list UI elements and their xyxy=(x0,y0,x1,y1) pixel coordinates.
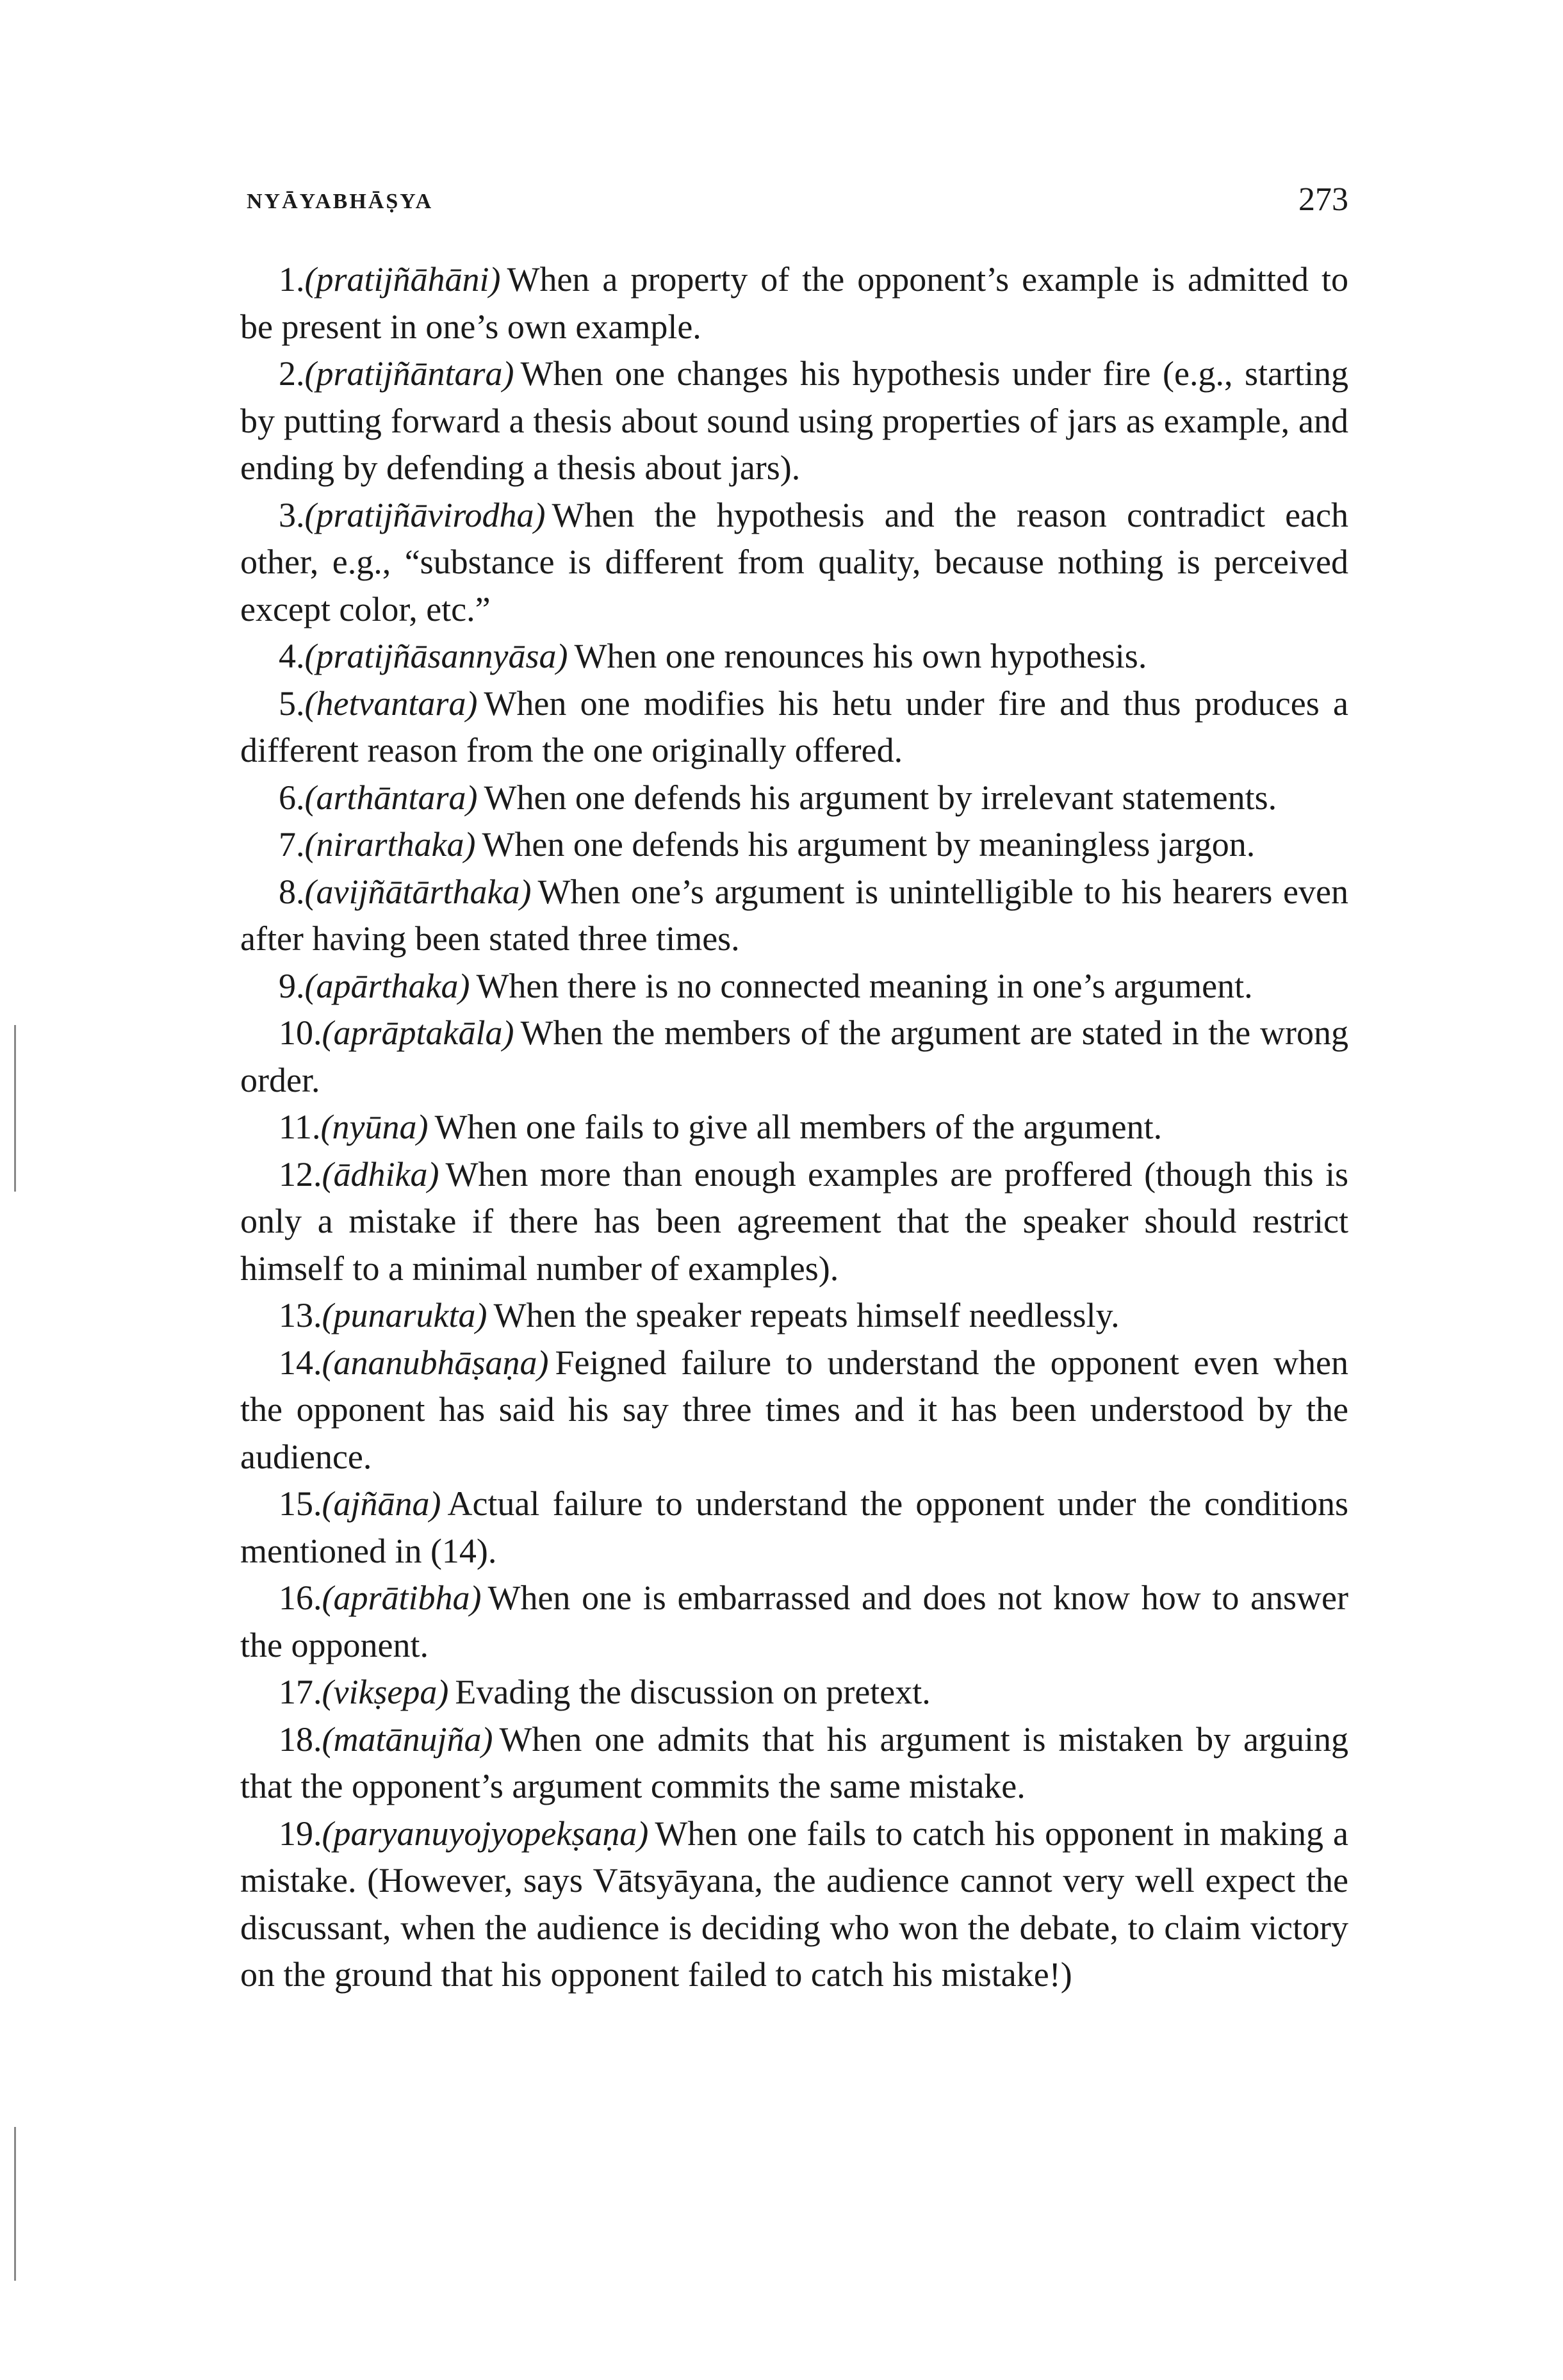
item-term: (pratijñāvirodha) xyxy=(304,495,546,534)
list-item xyxy=(240,680,1348,775)
item-text: When the hypothesis and the reason contradict each other, e.g., “substance is different from quality, because nothing is perceived except color, etc.” xyxy=(240,495,1348,628)
item-term: (nirarthaka) xyxy=(304,825,476,864)
item-number: 2. xyxy=(279,354,305,393)
item-text: When one defends his argument by meaningless jargon. xyxy=(482,825,1256,864)
list-item xyxy=(240,256,1348,350)
item-term: (pratijñāhāni) xyxy=(304,260,501,299)
item-number: 13. xyxy=(279,1296,322,1334)
body-text xyxy=(240,256,1348,1999)
item-text: When one defends his argument by irrelevant statements. xyxy=(484,778,1277,817)
item-term: (ādhika) xyxy=(322,1154,439,1194)
item-number: 5. xyxy=(279,684,305,723)
item-number: 10. xyxy=(279,1014,322,1052)
scan-edge-mark xyxy=(14,2127,16,2281)
item-number: 15. xyxy=(279,1484,322,1523)
item-term: (ananubhāṣaṇa) xyxy=(322,1343,549,1382)
item-text: When one fails to give all members of the argument. xyxy=(434,1108,1163,1146)
item-text: When the speaker repeats himself needlessly. xyxy=(493,1296,1120,1334)
list-item xyxy=(240,1810,1348,1999)
item-number: 17. xyxy=(279,1673,322,1711)
page-number: 273 xyxy=(1298,181,1348,218)
item-number: 16. xyxy=(279,1579,322,1617)
list-item xyxy=(240,1340,1348,1481)
item-term: (matānujña) xyxy=(322,1719,493,1759)
item-number: 6. xyxy=(279,778,305,817)
item-number: 14. xyxy=(279,1343,322,1382)
item-number: 18. xyxy=(279,1719,322,1759)
item-term: (avijñātārthaka) xyxy=(304,872,532,911)
page-header xyxy=(247,181,1348,232)
list-item xyxy=(240,821,1348,869)
item-text: When the members of the argument are stated in the wrong order. xyxy=(240,1014,1348,1099)
list-item xyxy=(240,775,1348,822)
item-term: (pratijñāntara) xyxy=(304,354,514,393)
item-term: (hetvantara) xyxy=(304,684,478,723)
item-text: When one fails to catch his opponent in making a mistake. (However, says Vātsyāyana, the audience cannot very well expect the discussant, when the audience is deciding who won the debate, to claim victory on the ground that his opponent failed to catch his mistake!) xyxy=(240,1814,1348,1994)
item-number: 11. xyxy=(279,1108,321,1146)
list-item xyxy=(240,963,1348,1010)
item-text: When one is embarrassed and does not know how to answer the opponent. xyxy=(240,1579,1348,1664)
item-number: 19. xyxy=(279,1814,322,1853)
item-term: (apārthaka) xyxy=(304,966,470,1005)
list-item xyxy=(240,869,1348,963)
item-term: (pratijñāsannyāsa) xyxy=(304,637,568,675)
list-item xyxy=(240,1669,1348,1716)
item-text: When one renounces his own hypothesis. xyxy=(574,637,1147,675)
item-number: 8. xyxy=(279,872,305,911)
item-text: When one changes his hypothesis under fire (e.g., starting by putting forward a thesis about sound using properties of jars as example, and ending by defending a thesis about jars). xyxy=(240,354,1348,487)
item-text: Feigned failure to understand the opponent even when the opponent has said his say three times and it has been understood by the audience. xyxy=(240,1343,1348,1476)
item-text: When more than enough examples are proffered (though this is only a mistake if there has been agreement that the speaker should restrict himself to a minimal number of examples). xyxy=(240,1154,1348,1288)
item-text: When there is no connected meaning in one’s argument. xyxy=(476,966,1253,1005)
item-text: When one admits that his argument is mistaken by arguing that the opponent’s argument commits the same mistake. xyxy=(240,1719,1348,1805)
list-item xyxy=(240,1151,1348,1293)
item-text: When one modifies his hetu under fire and thus produces a different reason from the one originally offered. xyxy=(240,684,1348,769)
list-item xyxy=(240,350,1348,492)
item-term: (vikṣepa) xyxy=(322,1673,449,1711)
item-term: (nyūna) xyxy=(320,1108,429,1146)
list-item xyxy=(240,492,1348,634)
item-text: Actual failure to understand the opponent under the conditions mentioned in (14). xyxy=(240,1484,1348,1570)
item-term: (ajñāna) xyxy=(322,1484,441,1523)
list-item xyxy=(240,1104,1348,1151)
item-text: When one’s argument is unintelligible to his hearers even after having been stated three times. xyxy=(240,872,1348,958)
scan-edge-mark xyxy=(14,1025,16,1192)
item-text: Evading the discussion on pretext. xyxy=(455,1673,931,1711)
item-term: (aprātibha) xyxy=(322,1579,482,1617)
item-number: 1. xyxy=(279,260,305,299)
list-item xyxy=(240,1292,1348,1340)
item-number: 3. xyxy=(279,495,305,534)
list-item xyxy=(240,1010,1348,1104)
item-term: (punarukta) xyxy=(322,1296,487,1334)
item-term: (paryanuyojyopekṣaṇa) xyxy=(322,1814,649,1853)
item-number: 7. xyxy=(279,825,305,864)
running-head: NYĀYABHĀṢYA xyxy=(247,190,434,213)
item-number: 9. xyxy=(279,966,305,1005)
item-number: 4. xyxy=(279,637,305,675)
list-item xyxy=(240,1481,1348,1575)
item-number: 12. xyxy=(279,1154,322,1194)
item-term: (aprāptakāla) xyxy=(322,1014,514,1052)
list-item xyxy=(240,1575,1348,1669)
list-item xyxy=(240,1716,1348,1810)
list-item xyxy=(240,633,1348,680)
item-text: When a property of the opponent’s example is admitted to be present in one’s own example. xyxy=(240,260,1348,346)
item-term: (arthāntara) xyxy=(304,778,478,817)
